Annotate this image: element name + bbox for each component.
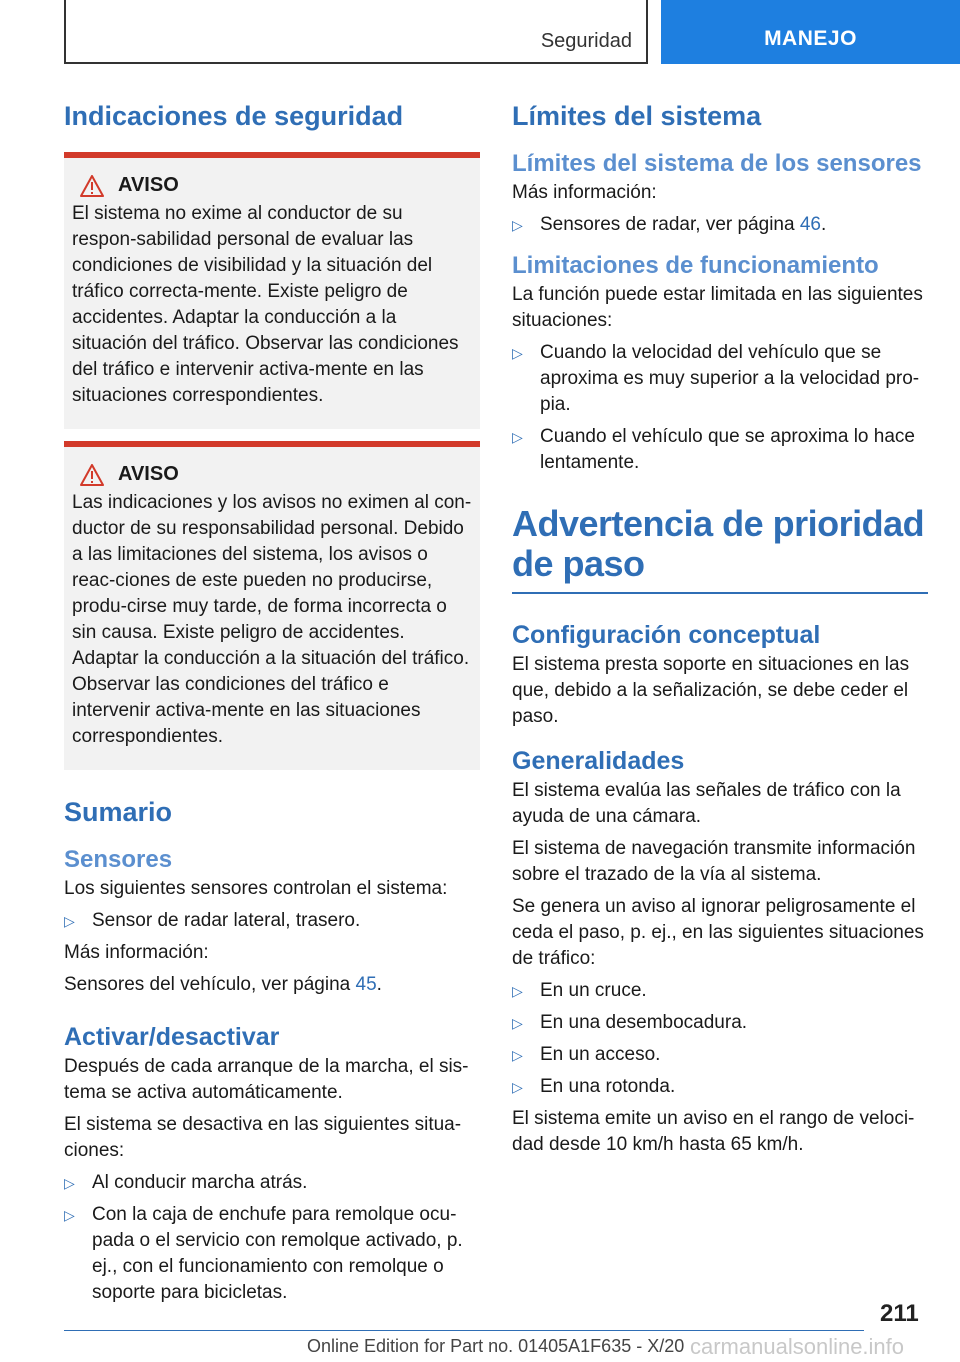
warning-text: El sistema no exime al conductor de su respon-sabilidad personal de evaluar las condiciones de visibilidad y la situación del tráfico correcta-mente. Existe peligro de accidentes. Adaptar la conducción a la situación del tráfico. Observar las condiciones del tráfico e intervenir activa-mente en las situaciones correspondientes. bbox=[72, 203, 459, 406]
bullet-triangle-icon: ▷ bbox=[512, 429, 523, 445]
list-item: ▷ Sensores de radar, ver página 46. bbox=[512, 212, 928, 238]
watermark: carmanualsonline.info bbox=[690, 1334, 905, 1359]
paragraph-mas-info: Más información: bbox=[512, 182, 657, 203]
paragraph-general-3: Se genera un aviso al ignorar peligrosamente el ceda el paso, p. ej., en las siguientes situaciones de tráfico: bbox=[512, 896, 924, 969]
warning-triangle-icon bbox=[80, 175, 104, 197]
list-item: ▷ Cuando la velocidad del vehículo que se aproxima es muy superior a la velocidad pro-pia. bbox=[512, 340, 928, 418]
header-chapter-tab[interactable]: MANEJO bbox=[661, 0, 960, 64]
heading-activar: Activar/desactivar bbox=[64, 1023, 280, 1051]
paragraph-activar-2: El sistema se desactiva en las siguientes situa-ciones: bbox=[64, 1114, 462, 1161]
heading-generalidades: Generalidades bbox=[512, 747, 685, 775]
list-item: ▷ Al conducir marcha atrás. bbox=[64, 1170, 480, 1196]
page-link-45[interactable]: 45 bbox=[355, 974, 377, 995]
warning-label: AVISO bbox=[118, 174, 179, 196]
bullet-triangle-icon: ▷ bbox=[64, 1175, 75, 1191]
heading-advertencia: Advertencia de prioridad de paso bbox=[512, 504, 928, 594]
bullet-triangle-icon: ▷ bbox=[512, 1079, 523, 1095]
bullet-triangle-icon: ▷ bbox=[512, 983, 523, 999]
list-item: ▷ Sensor de radar lateral, trasero. bbox=[64, 908, 480, 934]
list-activar bbox=[64, 1170, 480, 1306]
paragraph-limitaciones: La función puede estar limitada en las siguientes situaciones: bbox=[512, 284, 923, 331]
right-column bbox=[512, 98, 928, 1158]
heading-configuracion: Configuración conceptual bbox=[512, 621, 821, 649]
heading-limites-sensores: Límites del sistema de los sensores bbox=[512, 150, 922, 177]
footer-rule bbox=[64, 1330, 864, 1331]
paragraph-configuracion: El sistema presta soporte en situaciones en las que, debido a la señalización, se debe ceder el paso. bbox=[512, 654, 910, 727]
paragraph-activar-1: Después de cada arranque de la marcha, el sis-tema se activa automáticamente. bbox=[64, 1056, 469, 1103]
heading-limites: Límites del sistema bbox=[512, 101, 762, 131]
page-link-46[interactable]: 46 bbox=[799, 214, 821, 235]
paragraph-ref: Sensores del vehículo, ver página 45. bbox=[64, 974, 382, 995]
bullet-triangle-icon: ▷ bbox=[64, 1207, 75, 1223]
list-item: ▷ En una rotonda. bbox=[512, 1074, 928, 1100]
paragraph-sensores: Los siguientes sensores controlan el sistema: bbox=[64, 878, 448, 899]
bullet-triangle-icon: ▷ bbox=[512, 217, 523, 233]
page-number: 211 bbox=[880, 1300, 919, 1327]
warning-header bbox=[72, 174, 472, 197]
heading-sumario: Sumario bbox=[64, 797, 173, 827]
heading-sensores: Sensores bbox=[64, 846, 173, 873]
bullet-triangle-icon: ▷ bbox=[512, 345, 523, 361]
header-section-title: Seguridad bbox=[540, 30, 632, 52]
list-limites bbox=[512, 212, 928, 238]
list-item: ▷ Con la caja de enchufe para remolque ocu-pada o el servicio con remolque activado, p. ej., con el funcionamiento con remolque o soporte para bicicletas. bbox=[64, 1202, 480, 1306]
paragraph-general-4: El sistema emite un aviso en el rango de veloci-dad desde 10 km/h hasta 65 km/h. bbox=[512, 1108, 915, 1155]
list-item: ▷ En una desembocadura. bbox=[512, 1010, 928, 1036]
heading-limitaciones: Limitaciones de funcionamiento bbox=[512, 252, 879, 279]
warning-box-1 bbox=[64, 152, 480, 429]
list-item: ▷ En un acceso. bbox=[512, 1042, 928, 1068]
warning-label: AVISO bbox=[118, 463, 179, 485]
paragraph-mas-info: Más información: bbox=[64, 942, 209, 963]
left-column bbox=[64, 98, 480, 1312]
warning-text: Las indicaciones y los avisos no eximen al con-ductor de su responsabilidad personal. Debido a las limitaciones del sistema, los avisos o reac-ciones de este pueden no producirse, produ-cirse muy tarde, de forma incorrecta o sin causa. Existe peligro de accidentes. Adaptar la conducción a la situación del tráfico. Observar las condiciones del tráfico e intervenir activa-mente en las situaciones correspondientes. bbox=[72, 492, 472, 747]
paragraph-general-2: El sistema de navegación transmite información sobre el trazado de la vía al sistema. bbox=[512, 838, 916, 885]
bullet-triangle-icon: ▷ bbox=[64, 913, 75, 929]
bullet-triangle-icon: ▷ bbox=[512, 1015, 523, 1031]
list-limitaciones bbox=[512, 340, 928, 476]
footer-edition: Online Edition for Part no. 01405A1F635 - X/20 bbox=[307, 1336, 685, 1356]
list-item: ▷ Cuando el vehículo que se aproxima lo hace lentamente. bbox=[512, 424, 928, 476]
list-general bbox=[512, 978, 928, 1100]
warning-triangle-icon bbox=[80, 464, 104, 486]
header-box bbox=[64, 0, 648, 64]
heading-indicaciones: Indicaciones de seguridad bbox=[64, 101, 404, 131]
paragraph-general-1: El sistema evalúa las señales de tráfico con la ayuda de una cámara. bbox=[512, 780, 901, 827]
warning-box-2 bbox=[64, 441, 480, 770]
list-item: ▷ En un cruce. bbox=[512, 978, 928, 1004]
warning-header bbox=[72, 463, 472, 486]
bullet-triangle-icon: ▷ bbox=[512, 1047, 523, 1063]
list-sensores bbox=[64, 908, 480, 934]
